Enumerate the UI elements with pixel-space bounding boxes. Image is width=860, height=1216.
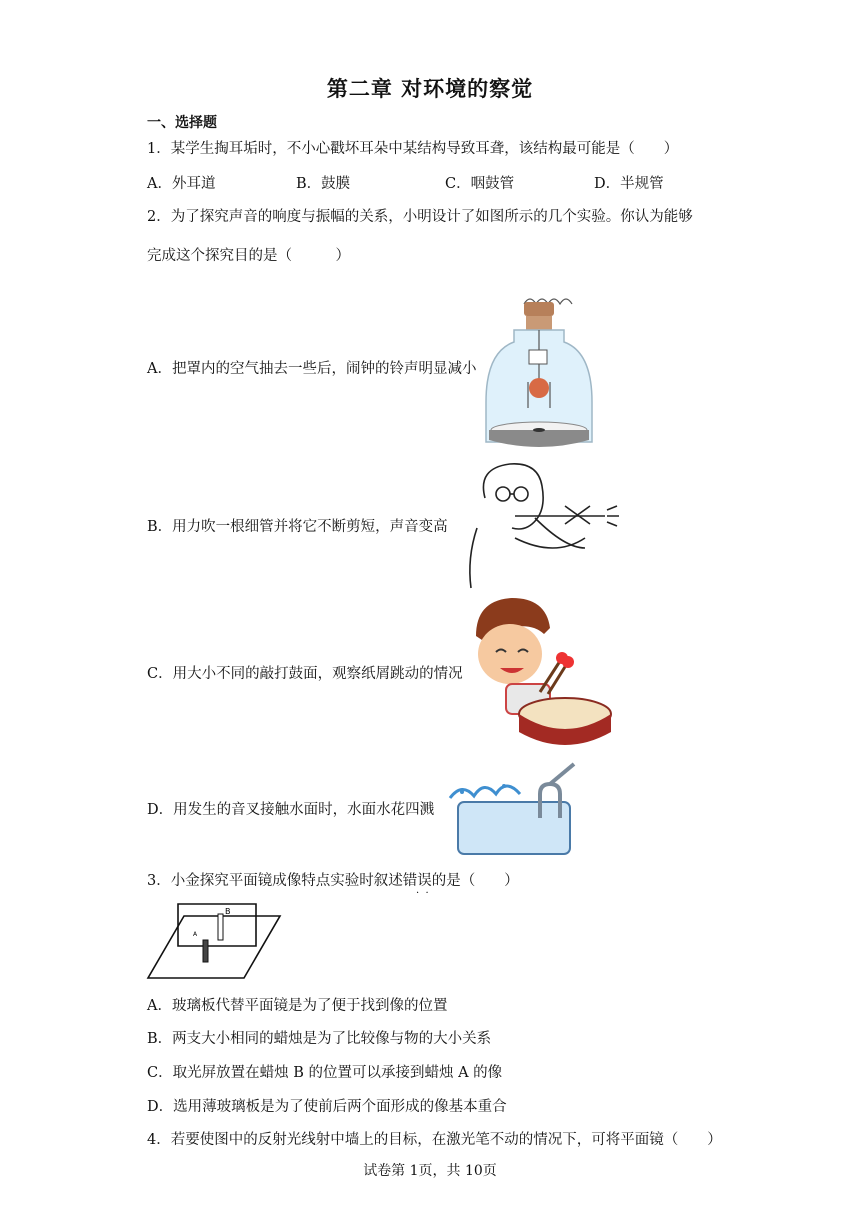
question-2-option-b: B．用力吹一根细管并将它不断剪短，声音变高 — [147, 519, 448, 535]
question-3-option-a: A．玻璃板代替平面镜是为了便于找到像的位置 — [147, 998, 448, 1014]
question-3-option-c: C．取光屏放置在蜡烛 B 的位置可以承接到蜡烛 A 的像 — [147, 1065, 503, 1081]
bell-jar-figure — [484, 290, 594, 454]
page-footer: 试卷第 1页，共 10页 — [363, 1163, 497, 1179]
question-2-stem-line2: 完成这个探究目的是（ ） — [147, 248, 350, 264]
question-1-stem: 1．某学生掏耳垢时，不小心戳坏耳朵中某结构导致耳聋，该结构最可能是（ ） — [147, 141, 679, 157]
tuning-fork-water-figure — [444, 758, 584, 858]
question-1-option-d: D．半规管 — [594, 176, 664, 192]
question-3-stem: 3．小金探究平面镜成像特点实验时叙述错误的是（ ） — [147, 873, 519, 889]
boy-drum-figure — [470, 596, 615, 752]
figure-label-b: B — [225, 907, 231, 916]
man-blowing-straw-figure — [455, 458, 625, 593]
question-2-option-c: C．用大小不同的敲打鼓面，观察纸屑跳动的情况 — [147, 666, 463, 682]
question-2-option-d: D．用发生的音叉接触水面时，水面水花四溅 — [147, 802, 435, 818]
page-title: 第二章 对环境的察觉 — [326, 77, 534, 101]
question-2-stem-line1: 2．为了探究声音的响度与振幅的关系，小明设计了如图所示的几个实验。你认为能够 — [147, 209, 693, 225]
question-2-option-a: A．把罩内的空气抽去一些后，闹钟的铃声明显减小 — [147, 361, 477, 377]
question-3-option-b: B．两支大小相同的蜡烛是为了比较像与物的大小关系 — [147, 1031, 492, 1047]
mirror-experiment-figure — [145, 900, 283, 984]
section-heading: 一、选择题 — [147, 115, 217, 131]
question-1-option-c: C．咽鼓管 — [445, 176, 515, 192]
question-3-option-d: D．选用薄玻璃板是为了使前后两个面形成的像基本重合 — [147, 1099, 507, 1115]
question-1-option-a: A．外耳道 — [147, 176, 216, 192]
figure-label-a: A — [193, 931, 198, 938]
emphasis-dots: · · — [416, 888, 429, 899]
question-1-option-b: B．鼓膜 — [296, 176, 351, 192]
question-4-stem: 4．若要使图中的反射光线射中墙上的目标，在激光笔不动的情况下，可将平面镜（ ） — [147, 1132, 722, 1148]
